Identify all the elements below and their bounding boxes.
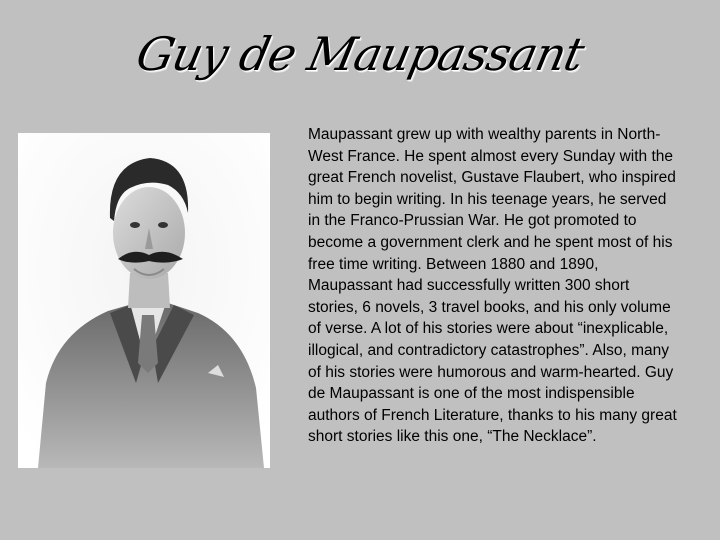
portrait-illustration [18,133,270,468]
slide-title: Guy de Maupassant [131,27,589,81]
portrait-photo [18,133,270,468]
slide-body-text: Maupassant grew up with wealthy parents in North-West France. He spent almost every Sunday with the great French novelist, Gustave Flaubert, who inspired him to begin writing. In his teenage years, he served in the Franco-Prussian War. He got promoted to become a government clerk and he spent most of his free time writing. Between 1880 and 1890, Maupassant had successfully written 300 short stories, 6 novels, 3 travel books, and his only volume of verse. A lot of his stories were about “inexplicable, illogical, and contradictory catastrophes”. Also, many of his stories were humorous and warm-hearted. Guy de Maupassant is one of the most indispensible authors of French Literature, thanks to his many great short stories like this one, “The Necklace”. [308,126,677,446]
